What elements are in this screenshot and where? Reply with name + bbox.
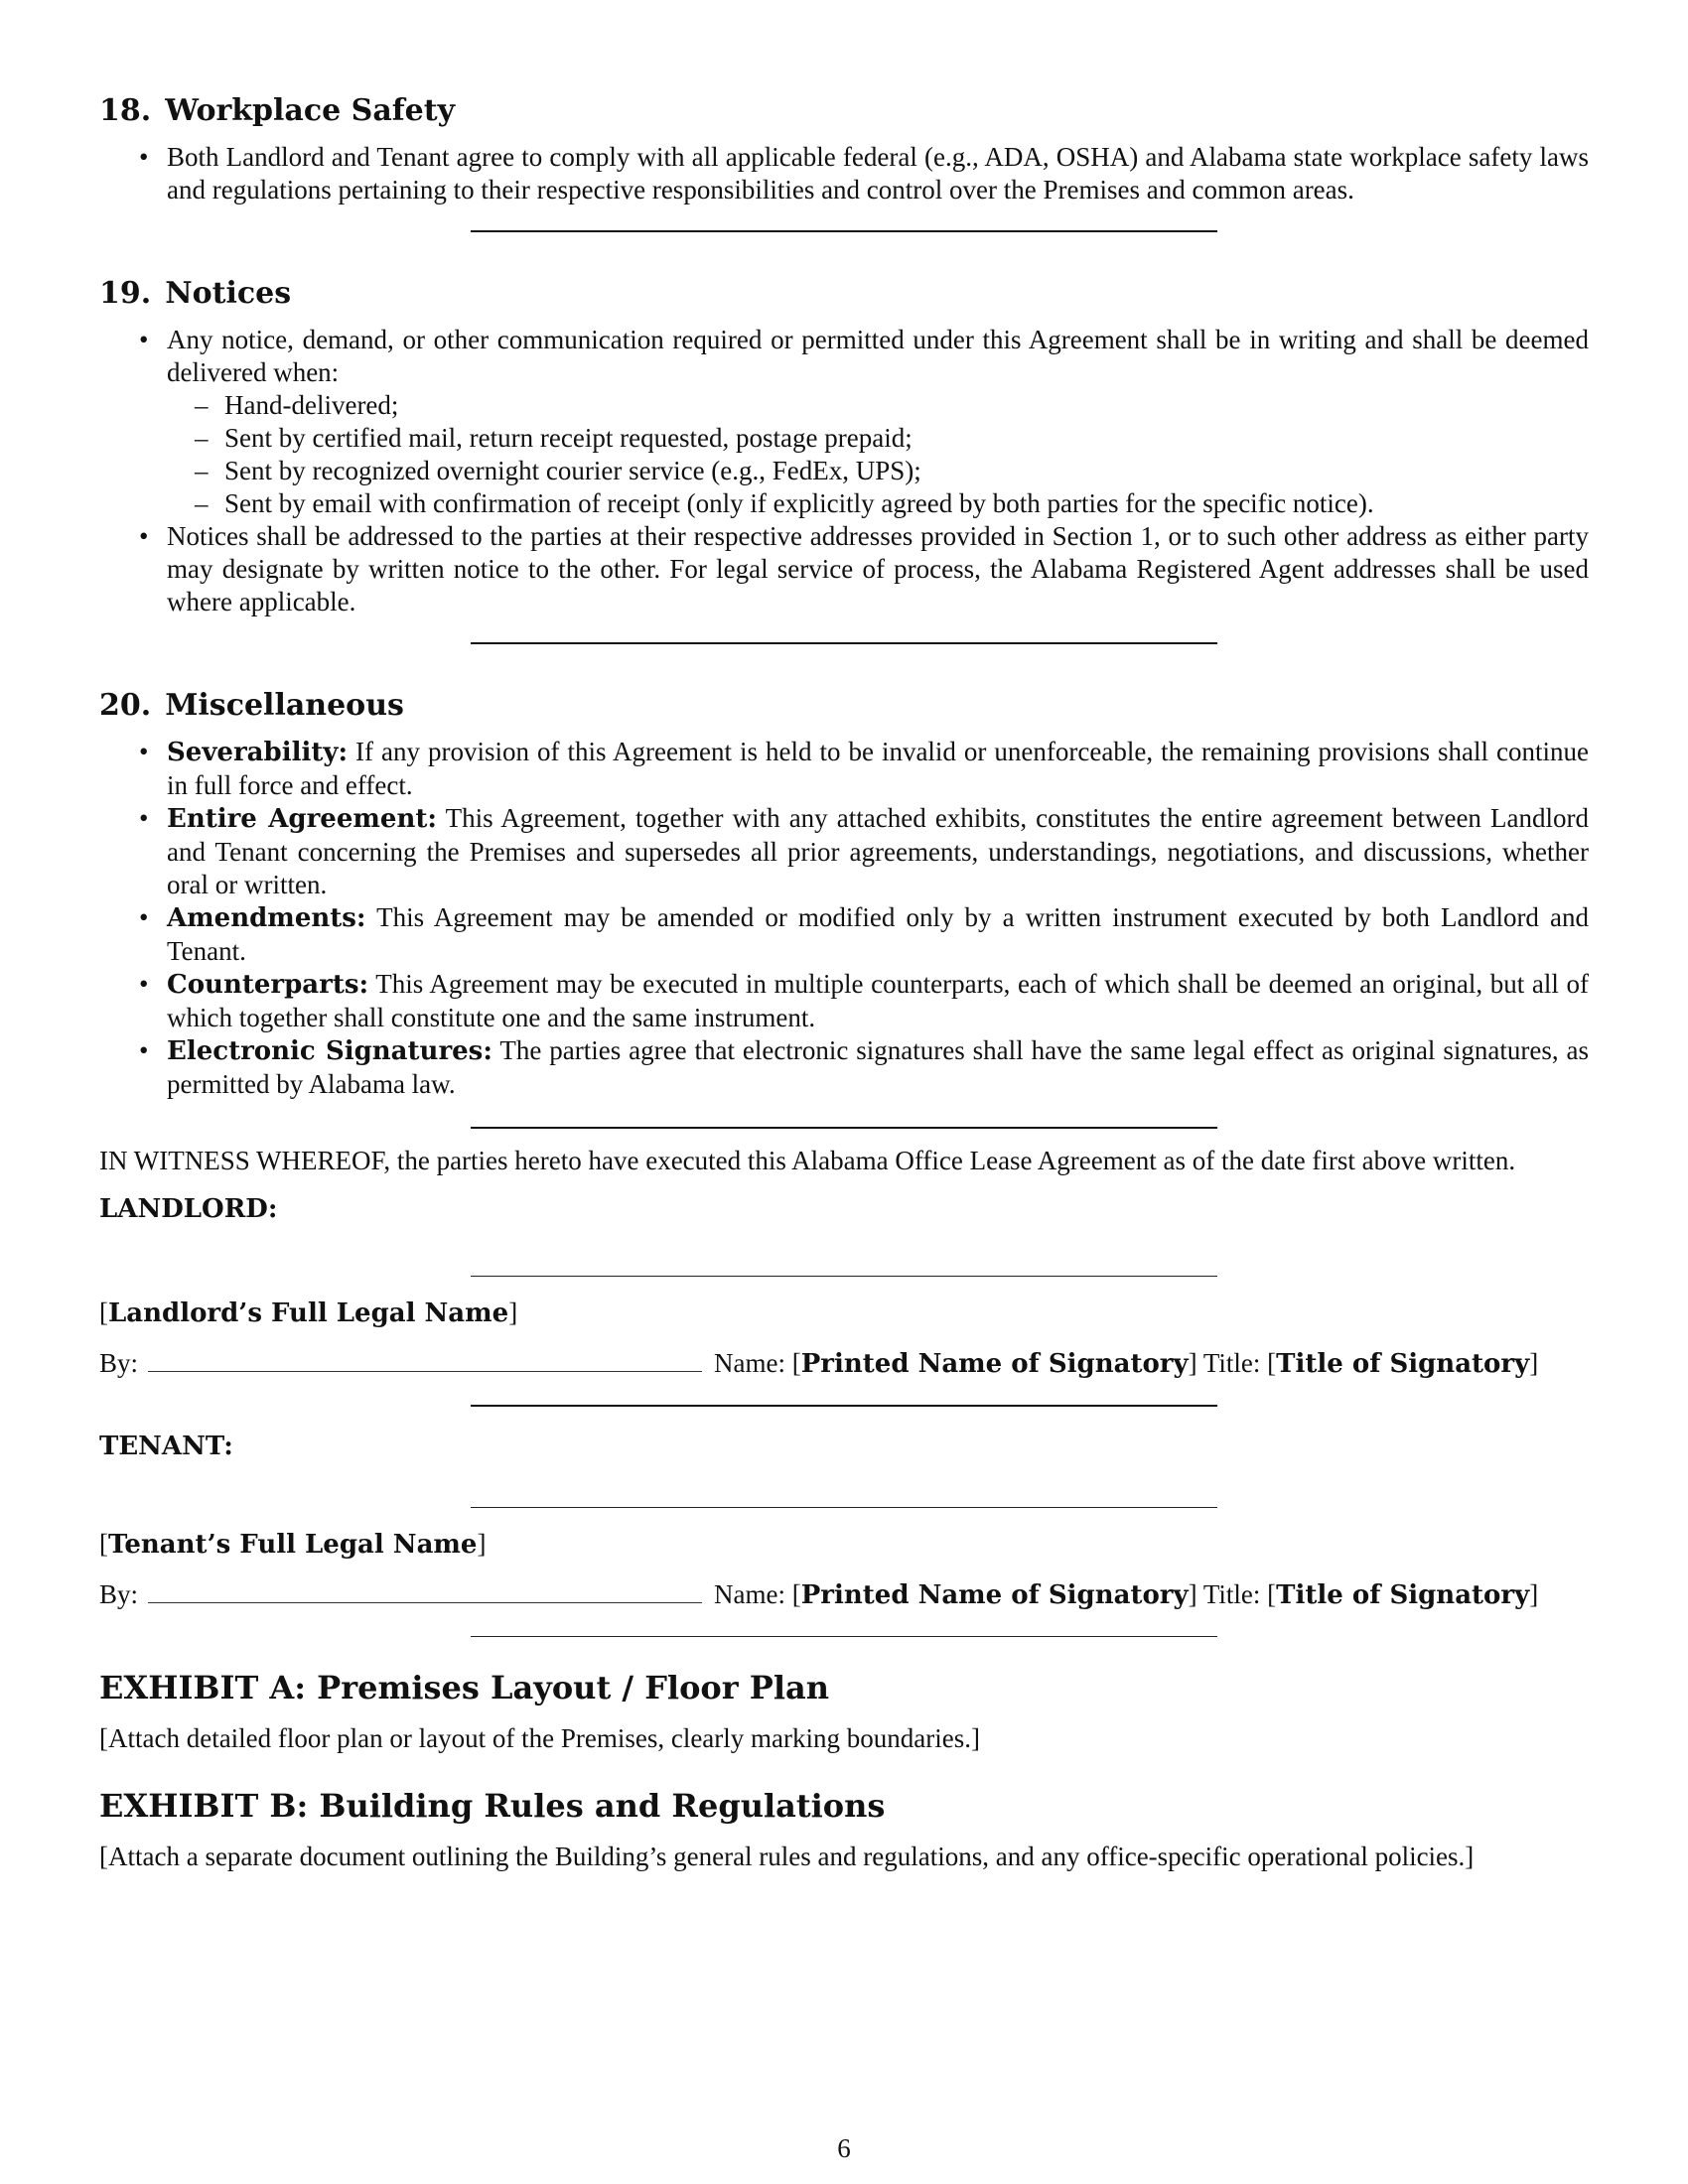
title-placeholder: Title of Signatory: [1276, 1349, 1530, 1379]
title-label: Title:: [1202, 1579, 1261, 1609]
tenant-by-line: By: Name: [Printed Name of Signatory] Title: [Title of Signatory]: [99, 1579, 1539, 1610]
section-number: 18.: [99, 93, 152, 128]
section-20-heading: [99, 686, 1589, 726]
clause-label: Amendments:: [167, 903, 366, 933]
clause-label: Electronic Signatures:: [167, 1036, 492, 1066]
clause-label: Severability:: [167, 738, 349, 767]
clause-label: Entire Agreement:: [167, 804, 437, 834]
tenant-legal-name: [99, 1528, 1589, 1562]
exhibit-b-text: [Attach a separate document outlining the Building’s general rules and regulations, and any office-specific operational policies.]: [99, 1842, 1475, 1871]
delivery-methods-list: [167, 389, 1589, 520]
list-item: [99, 802, 1589, 901]
document-page: [99, 91, 1589, 1873]
bracket: ]: [508, 1297, 518, 1327]
by-label: By:: [99, 1579, 139, 1609]
clause-text: This Agreement may be amended or modified only by a written instrument executed by both Landlord and Tenant.: [167, 902, 1589, 966]
landlord-legal-name: [99, 1297, 1589, 1330]
clause-text: This Agreement may be executed in multiple counterparts, each of which shall be deemed an original, but all of which together shall constitute one and the same instrument.: [167, 969, 1589, 1032]
landlord-by-line: By: Name: [Printed Name of Signatory] Title: [Title of Signatory]: [99, 1348, 1539, 1379]
section-19-list: [99, 324, 1589, 618]
list-item: • Notices shall be addressed to the parties at their respective addresses provided in Section 1, or to such other address as either party may designate by written notice to the other. For legal service of process, the Alabama Registered Agent addresses shall be used where applicable.: [99, 520, 1589, 618]
delivery-method-item: – Sent by recognized overnight courier service (e.g., FedEx, UPS);: [163, 455, 1589, 487]
bracket: [: [99, 1297, 108, 1327]
list-item: [99, 901, 1589, 968]
page-number: 6: [837, 2133, 851, 2163]
section-title: Notices: [165, 276, 292, 311]
section-19-heading: [99, 274, 1589, 314]
bracket: ]: [477, 1529, 487, 1559]
exhibit-a-text: [Attach detailed floor plan or layout of the Premises, clearly marking boundaries.]: [99, 1723, 980, 1753]
name-label: Name:: [714, 1579, 785, 1609]
printed-name-placeholder: Printed Name of Signatory: [800, 1580, 1189, 1610]
landlord-signature-line: [471, 1276, 1217, 1277]
section-divider: [471, 230, 1217, 232]
section-20-list: [99, 736, 1589, 1101]
section-number: 20.: [99, 688, 152, 723]
exhibit-a-heading: EXHIBIT A: Premises Layout / Floor Plan: [99, 1669, 829, 1706]
landlord-heading: LANDLORD:: [99, 1194, 278, 1224]
printed-name-placeholder: Printed Name of Signatory: [800, 1349, 1189, 1379]
by-label: By:: [99, 1348, 139, 1378]
section-divider: [471, 1636, 1217, 1637]
exhibit-b-heading: EXHIBIT B: Building Rules and Regulations: [99, 1787, 886, 1825]
section-18-list: [99, 141, 1589, 206]
title-placeholder: Title of Signatory: [1276, 1580, 1530, 1610]
notice-delivery-text: Any notice, demand, or other communication required or permitted under this Agreement shall be in writing and shall be deemed delivered when:: [167, 325, 1589, 387]
list-item: [99, 968, 1589, 1034]
section-divider: [471, 1127, 1217, 1129]
section-divider: [471, 1405, 1217, 1407]
section-title: Miscellaneous: [165, 688, 404, 723]
list-item: [99, 324, 1589, 520]
section-title: Workplace Safety: [165, 93, 456, 128]
bracket: [: [99, 1529, 108, 1559]
clause-text: If any provision of this Agreement is held to be invalid or unenforceable, the remaining provisions shall continue in full force and effect.: [167, 737, 1589, 800]
list-item: [99, 736, 1589, 802]
delivery-method-item: – Hand-delivered;: [163, 389, 1589, 422]
section-divider: [471, 642, 1217, 644]
tenant-name-placeholder: Tenant’s Full Legal Name: [108, 1530, 478, 1560]
list-item: [99, 1034, 1589, 1101]
tenant-heading: TENANT:: [99, 1432, 233, 1461]
section-18-heading: [99, 91, 1589, 131]
witness-clause: IN WITNESS WHEREOF, the parties hereto have executed this Alabama Office Lease Agreement as of the date first above written.: [99, 1146, 1516, 1175]
landlord-name-placeholder: Landlord’s Full Legal Name: [108, 1298, 509, 1328]
landlord-signature-field[interactable]: [148, 1349, 702, 1372]
title-label: Title:: [1202, 1348, 1261, 1378]
clause-label: Counterparts:: [167, 970, 369, 1000]
delivery-method-item: – Sent by email with confirmation of receipt (only if explicitly agreed by both parties for the specific notice).: [163, 487, 1589, 520]
tenant-signature-field[interactable]: [148, 1580, 702, 1603]
clause-text: This Agreement, together with any attached exhibits, constitutes the entire agreement between Landlord and Tenant concerning the Premises and supersedes all prior agreements, understandings, negotiations, and discussions, whether oral or written.: [167, 803, 1590, 899]
name-label: Name:: [714, 1348, 785, 1378]
delivery-method-item: – Sent by certified mail, return receipt requested, postage prepaid;: [163, 422, 1589, 455]
tenant-signature-line: [471, 1507, 1217, 1508]
clause-text: The parties agree that electronic signatures shall have the same legal effect as original signatures, as permitted by Alabama law.: [167, 1035, 1589, 1099]
section-number: 19.: [99, 276, 152, 311]
list-item: • Both Landlord and Tenant agree to comply with all applicable federal (e.g., ADA, OSHA) and Alabama state workplace safety laws and regulations pertaining to their respective responsibilities and control over the Premises and common areas.: [99, 141, 1589, 206]
